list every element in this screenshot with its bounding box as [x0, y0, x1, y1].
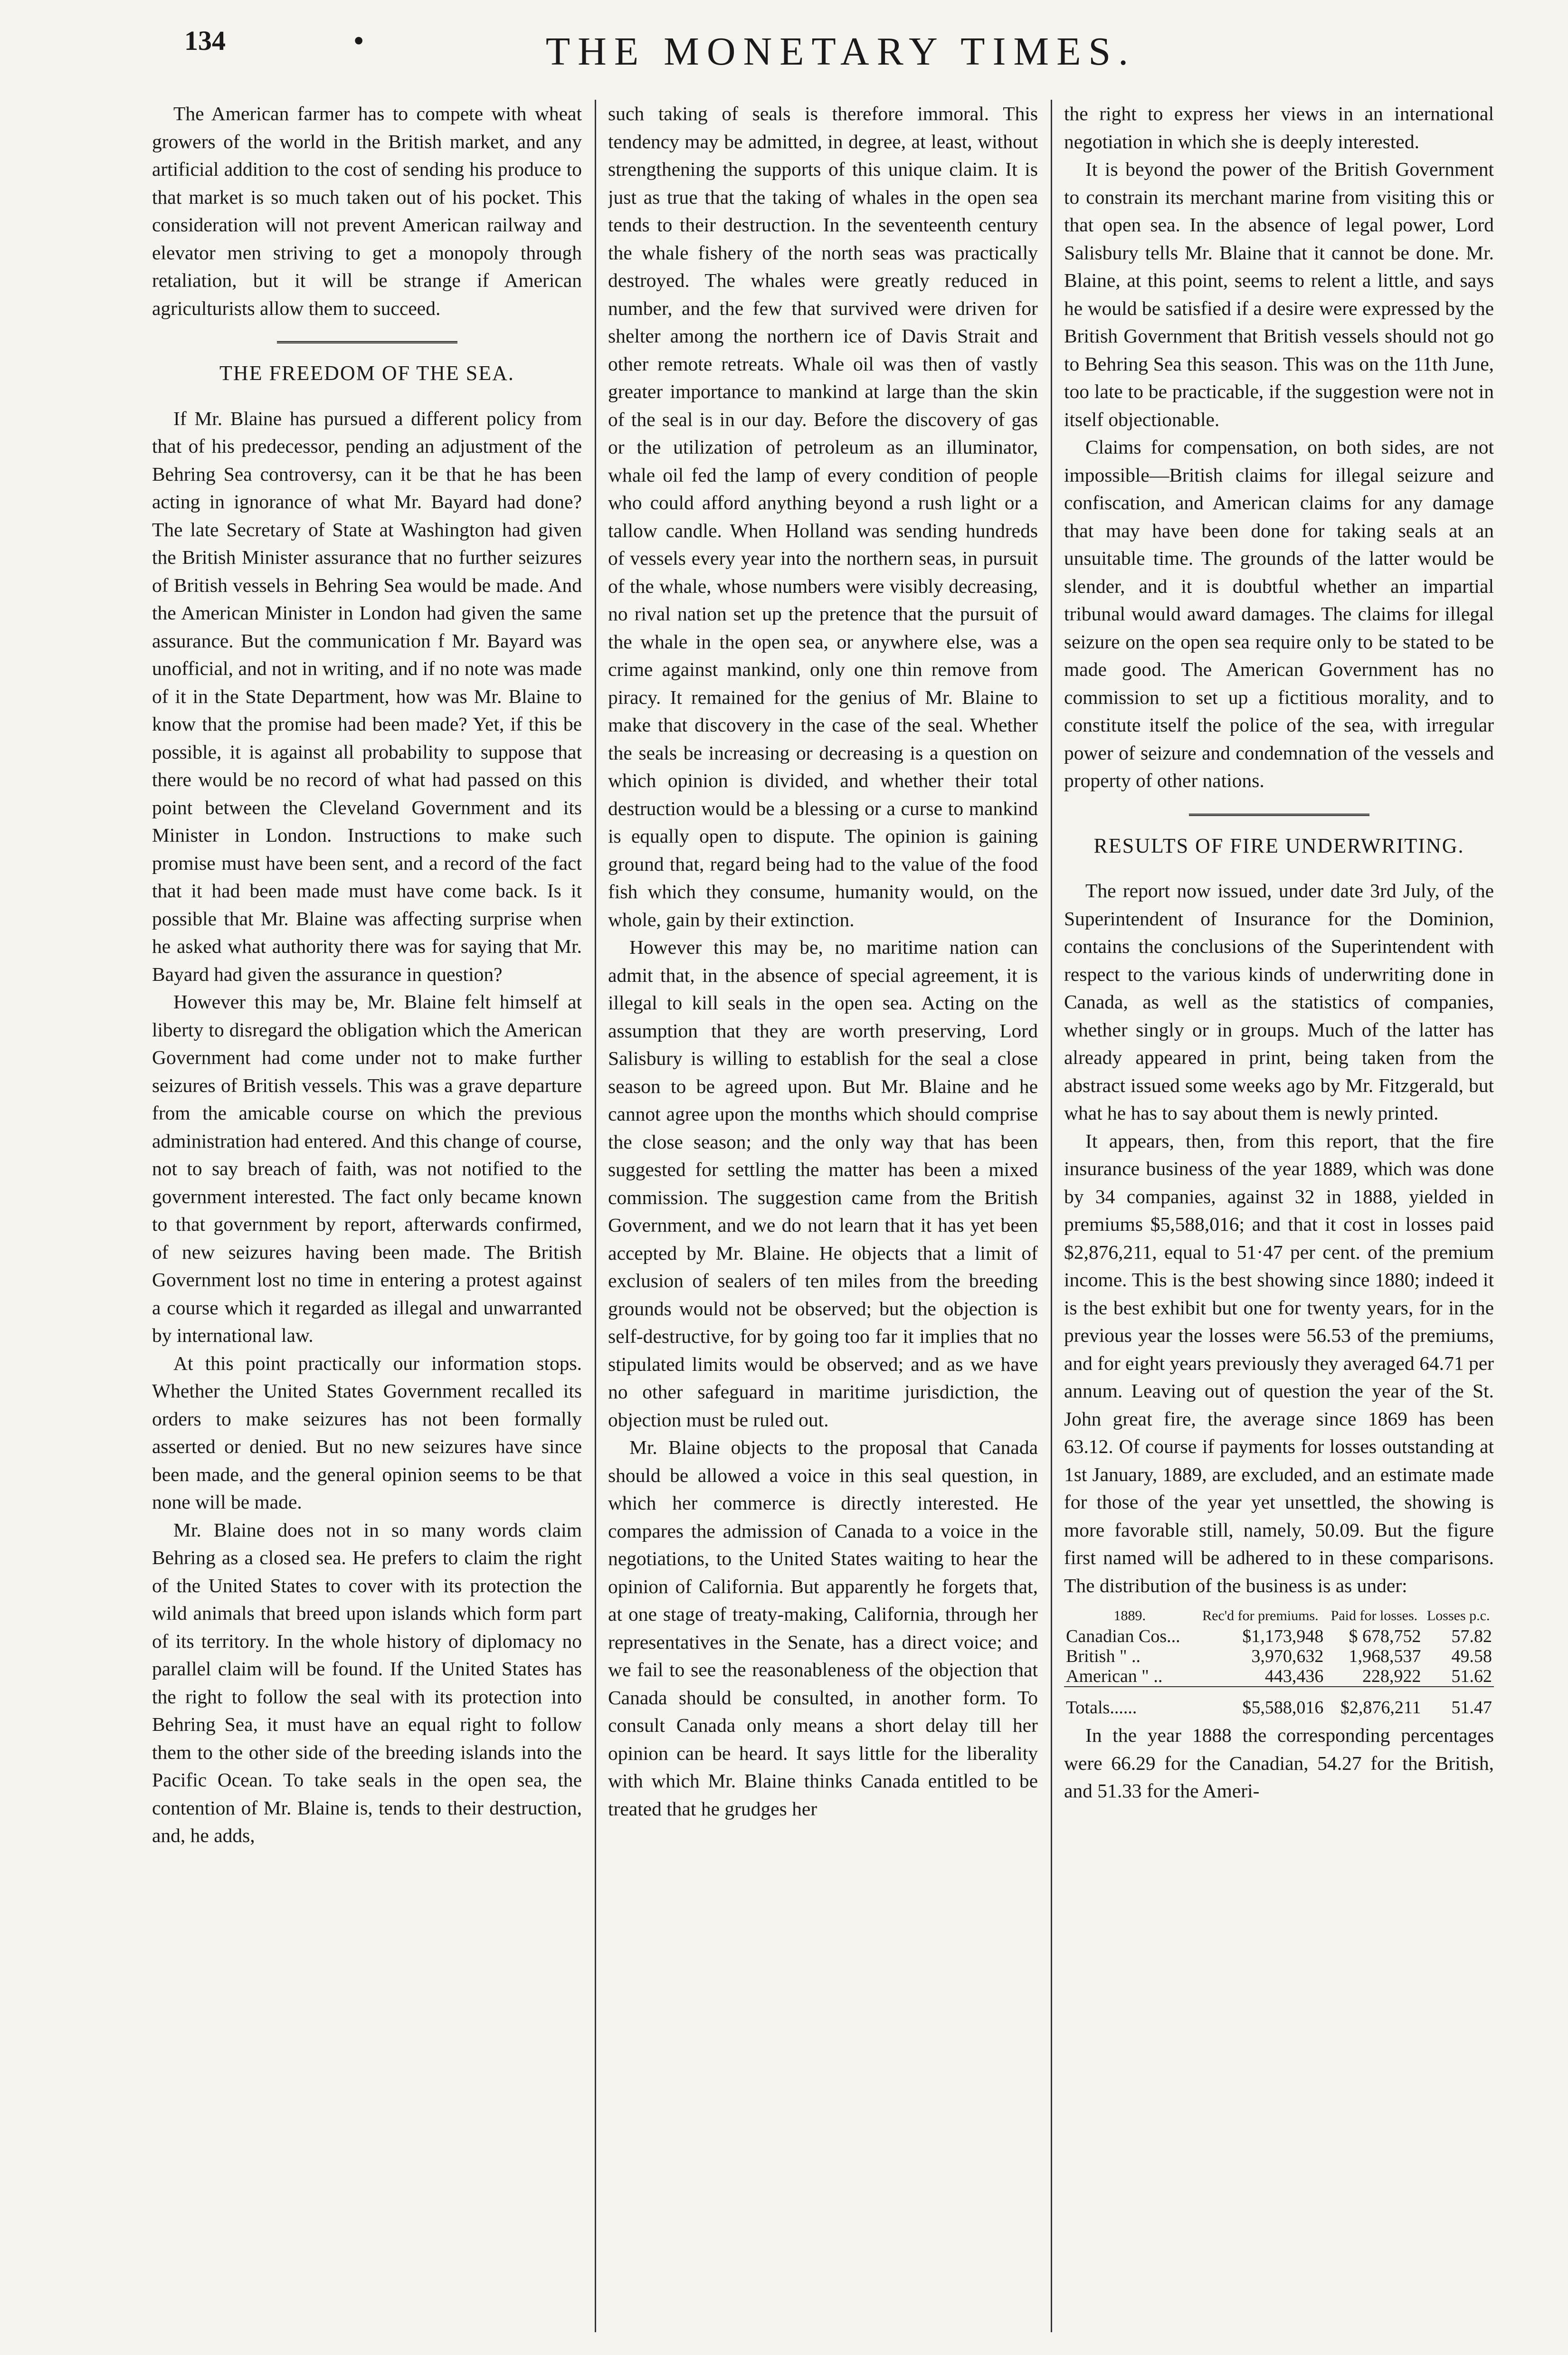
section-title-freedom-of-the-sea: THE FREEDOM OF THE SEA. [219, 361, 514, 385]
paragraph: The American farmer has to compete with wheat growers of the world in the British market, and any artificial addition to the cost of sending his produce to that market is so much taken out of his pocket. This consideration will not prevent American railway and elevator men striving to get a monopoly through retaliation, but it will be strange if American agriculturists allow them to succeed. [152, 103, 582, 319]
section-rule [277, 341, 457, 346]
premiums-cell: 443,436 [1264, 1666, 1324, 1686]
article-columns [152, 100, 1515, 2332]
table-header-cell: 1889. [1113, 1608, 1146, 1624]
row-label: Canadian Cos... [1066, 1626, 1180, 1646]
paragraph: such taking of seals is therefore immoral. This tendency may be admitted, in degree, at least, without strengthening the supports of this unique claim. It is just as true that the taking of whales in the open sea tends to their destruction. In the seventeenth century the whale fishery of the north seas was practically destroyed. The whales were greatly reduced in number, and the few that survived were driven for shelter among the northern ice of Davis Strait and other remote retreats. Whale oil was then of vastly greater importance to mankind at large than the skin of the seal is in our day. Before the discovery of gas or the utilization of petroleum as an illuminator, whale oil fed the lamp of every condition of people who could afford anything beyond a rush light or a tallow candle. When Holland was sending hundreds of vessels every year into the northern seas, in pursuit of the whale, whose numbers were visibly decreasing, no rival nation set up the pretence that the pursuit of the whale in the open sea, or anywhere else, was a crime against mankind, only one thin remove from piracy. It remained for the genius of Mr. Blaine to make that discovery in the case of the seal. Whether the seals be increasing or decreasing is a question on which opinion is divided, and whether their total destruction would be a blessing or a curse to mankind is equally open to dispute. The opinion is gaining ground that, regard being had to the value of the food fish which they consume, humanity would, on the whole, gain by their extinction. [608, 103, 1038, 931]
paragraph: However this may be, Mr. Blaine felt himself at liberty to disregard the obligation which the American Government had come under not to make further seizures of British vessels. This was a grave departure from the amicable course on which the previous administration had entered. And this change of course, not to say breach of faith, was not notified to the government interested. The fact only became known to that government by report, afterwards confirmed, of new seizures having been made. The British Government lost no time in entering a protest against a course which it regarded as illegal and unwarranted by international law. [152, 991, 582, 1346]
paragraph: Mr. Blaine does not in so many words claim Behring as a closed sea. He prefers to claim the right of the United States to cover with its protection the wild animals that breed upon islands which form part of its territory. In the whole history of diplomacy no parallel claim will be found. If the United States has the right to follow the seal with its protection into Behring Sea, it must have an equal right to follow them to the other side of the breeding islands into the Pacific Ocean. To take seals in the open sea, the contention of Mr. Blaine is, tends to their destruction, and, he adds, [152, 1519, 582, 1846]
losses-cell: $2,876,211 [1325, 1687, 1423, 1718]
column-left [152, 100, 582, 2332]
column-divider [595, 100, 596, 2332]
page-number: 134 [184, 25, 226, 56]
row-label: American " .. [1066, 1666, 1163, 1686]
fire-business-distribution-table [1064, 1608, 1494, 1718]
paragraph: the right to express her views in an international negotiation in which she is deeply interested. [1064, 103, 1494, 152]
loss-percent-cell: 51.47 [1423, 1687, 1494, 1718]
table-header-cell: Losses p.c. [1426, 1608, 1490, 1624]
section-header [1064, 814, 1494, 860]
table-header-cell: Paid for losses. [1330, 1608, 1418, 1624]
premiums-cell: $5,588,016 [1195, 1687, 1325, 1718]
paragraph: In the year 1888 the corresponding percentages were 66.29 for the Canadian, 54.27 for the British, and 51.33 for the Ameri- [1064, 1724, 1494, 1802]
table-row [1064, 1626, 1494, 1646]
table-header-cell: Rec'd for premiums. [1202, 1608, 1319, 1624]
losses-cell: 228,922 [1362, 1666, 1421, 1686]
paragraph: Mr. Blaine objects to the proposal that Canada should be allowed a voice in this seal question, in which her commerce is directly interested. He compares the admission of Canada to a voice in the negotiations, to the United States waiting to hear the opinion of California. But apparently he forgets that, at one stage of treaty-making, California, through her representatives in the Senate, has a direct voice; and we fail to see the reasonableness of the objection that Canada should be consulted, in another form. To consult Canada only means a short delay till her opinion can be heard. It says little for the liberality with which Mr. Blaine thinks Canada entitled to be treated that he grudges her [608, 1436, 1038, 1820]
table-row [1064, 1646, 1494, 1666]
paragraph: The report now issued, under date 3rd July, of the Superintendent of Insurance for the Dominion, contains the conclusions of the Superintendent with respect to the various kinds of underwriting done in Canada, as well as the statistics of companies, whether singly or in groups. Much of the latter has already appeared in print, being taken from the abstract issued some weeks ago by Mr. Fitzgerald, but what he has to say about them is newly printed. [1064, 880, 1494, 1124]
loss-percent-cell: 51.62 [1451, 1666, 1492, 1686]
losses-cell: 1,968,537 [1349, 1646, 1421, 1666]
paragraph: At this point practically our information stops. Whether the United States Government recalled its orders to make seizures has not been formally asserted or denied. But no new seizures have since been made, and the general opinion seems to be that none will be made. [152, 1352, 582, 1513]
table-header-row [1064, 1608, 1494, 1626]
premiums-cell: 3,970,632 [1251, 1646, 1324, 1666]
bullet-mark: • [354, 25, 364, 56]
column-divider [1051, 100, 1052, 2332]
table-total-row [1064, 1687, 1494, 1718]
column-right [1064, 100, 1494, 2332]
losses-cell: $ 678,752 [1349, 1626, 1421, 1646]
column-middle [608, 100, 1038, 2332]
newspaper-title: THE MONETARY TIMES. [545, 29, 1136, 74]
section-header [152, 341, 582, 388]
paragraph: If Mr. Blaine has pursued a different policy from that of his predecessor, pending an adjustment of the Behring Sea controversy, can it be that he has been acting in ignorance of what Mr. Bayard had done? The late Secretary of State at Washington had given the British Minister assurance that no further seizures of British vessels in Behring Sea would be made. And the American Minister in London had given the same assurance. But the communication f Mr. Bayard was unofficial, and not in writing, and if no note was made of it in the State Department, how was Mr. Blaine to know that the promise had been made? Yet, if this be possible, it is against all probability to suppose that there would be no record of what had passed on this point between the Cleveland Government and its Minister in London. Instructions to make such promise must have been sent, and a record of the fact that it had been made must have come back. Is it possible that Mr. Blaine was affecting surprise when he asked what authority there was for saying that Mr. Bayard had given the assurance in question? [152, 407, 582, 985]
masthead [0, 0, 1568, 114]
row-label: Totals...... [1064, 1687, 1195, 1718]
paragraph: However this may be, no maritime nation can admit that, in the absence of special agreement, it is illegal to kill seals in the open sea. Acting on the assumption that they are worth preserving, Lord Salisbury is willing to establish for the seal a close season to be agreed upon. But Mr. Blaine and he cannot agree upon the months which should comprise the close season; and the only way that has been suggested for settling the matter has been a mixed commission. The suggestion came from the British Government, and we do not learn that it has yet been accepted by Mr. Blaine. He objects that a limit of exclusion of sealers of ten miles from the breeding grounds would not be observed; but the objection is self-destructive, for by going too far it implies that no stipulated limits would be observed; and as we have no other safeguard in maritime jurisdiction, the objection must be ruled out. [608, 936, 1038, 1431]
paragraph: Claims for compensation, on both sides, are not impossible—British claims for illegal seizure and confiscation, and American claims for any damage that may have been done for taking seals at an unsuitable time. The grounds of the latter would be slender, and it is doubtful whether an impartial tribunal would award damages. The claims for illegal seizure on the open sea require only to be stated to be made good. The American Government has no commission to set up a fictitious morality, and to constitute itself the police of the sea, with irregular power of seizure and condemnation of the vessels and property of other nations. [1064, 436, 1494, 791]
premiums-cell: $1,173,948 [1242, 1626, 1324, 1646]
loss-percent-cell: 57.82 [1451, 1626, 1492, 1646]
paragraph: It is beyond the power of the British Government to constrain its merchant marine from visiting this or that open sea. In the absence of legal power, Lord Salisbury tells Mr. Blaine that it cannot be done. Mr. Blaine, at this point, seems to relent a little, and says he would be satisfied if a desire were expressed by the British Government that British vessels should not go to Behring Sea this season. This was on the 11th June, too late to be practicable, if the suggestion were not in itself objectionable. [1064, 158, 1494, 430]
section-title-fire-underwriting: RESULTS OF FIRE UNDERWRITING. [1093, 834, 1464, 857]
paragraph: It appears, then, from this report, that the fire insurance business of the year 1889, which was done by 34 companies, against 32 in 1888, yielded in premiums $5,588,016; and that it cost in losses paid $2,876,211, equal to 51·47 per cent. of the premium income. This is the best showing since 1880; indeed it is the best exhibit but one for twenty years, for in the previous year the losses were 56.53 of the premiums, and for eight years previously they averaged 64.71 per annum. Leaving out of question the year of the St. John great fire, the average since 1869 has been 63.12. Of course if payments for losses outstanding at 1st January, 1889, are excluded, and an estimate made for those of the year yet unsettled, the showing is more favorable still, namely, 50.09. But the figure first named will be adhered to in these comparisons. The distribution of the business is as under: [1064, 1130, 1494, 1596]
row-label: British " .. [1066, 1646, 1140, 1666]
section-rule [1189, 814, 1369, 819]
loss-percent-cell: 49.58 [1451, 1646, 1492, 1666]
table-row [1064, 1666, 1494, 1687]
